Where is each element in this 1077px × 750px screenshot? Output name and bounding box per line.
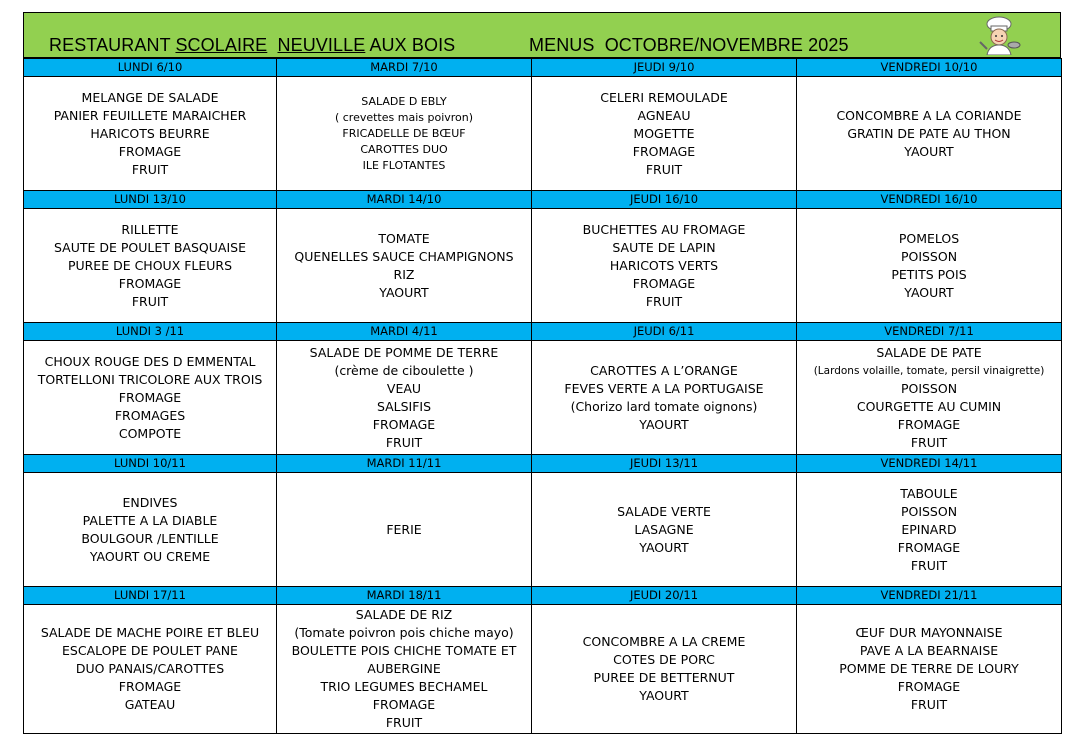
menu-item: (Chorizo lard tomate oignons) (570, 398, 758, 414)
menu-item: TABOULE (900, 485, 958, 501)
menu-item: GATEAU (124, 697, 176, 712)
day-label: LUNDI 17/11 (24, 587, 277, 605)
day-menu (797, 77, 1062, 191)
day-menu (24, 473, 277, 587)
title-text: AUX BOIS (365, 35, 456, 55)
menu-item: PUREE DE BETTERNUT (593, 670, 735, 685)
day-label: JEUDI 9/10 (532, 59, 797, 77)
menu-sheet (23, 12, 1061, 734)
menu-item: PALETTE A LA DIABLE (82, 512, 218, 528)
day-menu (797, 209, 1062, 323)
menu-item: TOMATE (378, 230, 430, 246)
day-menu (24, 209, 277, 323)
menu-item: FROMAGES (114, 407, 186, 423)
title-spacer (267, 35, 277, 55)
menu-item: YAOURT (639, 539, 689, 555)
menu-item: ILE FLOTANTES (362, 158, 446, 172)
day-label: JEUDI 13/11 (532, 455, 797, 473)
day-menu (277, 605, 532, 734)
title-text: RESTAURANT (49, 35, 176, 55)
day-menu (532, 77, 797, 191)
menu-item: LASAGNE (634, 521, 694, 537)
menu-item: SALADE DE PATE (876, 344, 982, 360)
day-label: MARDI 14/10 (277, 191, 532, 209)
restaurant-title (49, 35, 455, 56)
day-menu (277, 77, 532, 191)
day-menu (532, 209, 797, 323)
menu-item: DUO PANAIS/CAROTTES (75, 661, 225, 676)
menu-item: ENDIVES (122, 494, 178, 510)
menu-item: MOGETTE (633, 125, 695, 141)
menu-item: YAOURT (379, 284, 429, 300)
menu-item: HARICOTS VERTS (609, 257, 719, 273)
day-menu (532, 341, 797, 455)
menu-item: FROMAGE (372, 416, 436, 432)
menu-item: (crème de ciboulette ) (334, 362, 474, 378)
menu-item: POISSON (900, 248, 958, 264)
menu-item: YAOURT (904, 143, 954, 159)
day-label: VENDREDI 21/11 (797, 587, 1062, 605)
menu-item: BOULGOUR /LENTILLE (81, 530, 219, 546)
menu-item: TORTELLONI TRICOLORE AUX TROIS (37, 371, 263, 387)
menu-item: AUBERGINE (367, 661, 441, 676)
menu-item: SALADE DE POMME DE TERRE (309, 344, 499, 360)
day-label: VENDREDI 10/10 (797, 59, 1062, 77)
menu-item: RILLETTE (121, 221, 179, 237)
menu-item: FRUIT (910, 434, 948, 450)
menu-item: FRICADELLE DE BŒUF (342, 126, 466, 140)
day-header-row (24, 323, 1062, 341)
day-label: VENDREDI 16/10 (797, 191, 1062, 209)
chef-cook-icon (977, 15, 1021, 55)
day-menu (797, 473, 1062, 587)
menu-row (24, 77, 1062, 191)
menu-item: FRUIT (645, 293, 683, 309)
menu-table (23, 58, 1062, 734)
menu-item: SALADE VERTE (617, 503, 711, 519)
day-label: VENDREDI 7/11 (797, 323, 1062, 341)
day-label: JEUDI 16/10 (532, 191, 797, 209)
day-label: JEUDI 20/11 (532, 587, 797, 605)
day-menu (277, 341, 532, 455)
menu-item: ŒUF DUR MAYONNAISE (855, 625, 1003, 640)
menu-item: FRUIT (910, 557, 948, 573)
day-menu (532, 473, 797, 587)
menu-item: FRUIT (385, 715, 423, 730)
menu-row (24, 473, 1062, 587)
menu-period-title: MENUS OCTOBRE/NOVEMBRE 2025 (529, 35, 849, 55)
menu-item: (Tomate poivron pois chiche mayo) (294, 625, 514, 640)
day-menu (24, 341, 277, 455)
day-label: MARDI 7/10 (277, 59, 532, 77)
menu-item: POMELOS (898, 230, 960, 246)
menu-item: CAROTTES DUO (360, 142, 448, 156)
menu-item: FROMAGE (632, 143, 696, 159)
menu-item: POMME DE TERRE DE LOURY (839, 661, 1019, 676)
day-label: VENDREDI 14/11 (797, 455, 1062, 473)
menu-item: SAUTE DE LAPIN (612, 239, 716, 255)
day-header-row (24, 587, 1062, 605)
menu-item: CONCOMBRE A LA CORIANDE (836, 107, 1022, 123)
menu-item: ( crevettes mais poivron) (334, 110, 474, 124)
menu-item: PUREE DE CHOUX FLEURS (67, 257, 233, 273)
menu-item: FROMAGE (897, 416, 961, 432)
day-menu (24, 605, 277, 734)
menu-row (24, 341, 1062, 455)
day-menu (532, 605, 797, 734)
menu-row (24, 209, 1062, 323)
day-label: LUNDI 3 /11 (24, 323, 277, 341)
menu-item: FROMAGE (897, 679, 961, 694)
menu-item: ESCALOPE DE POULET PANE (62, 643, 238, 658)
menu-item: YAOURT (904, 284, 954, 300)
menu-item: PANIER FEUILLETE MARAICHER (53, 107, 247, 123)
day-menu (24, 77, 277, 191)
menu-item: YAOURT OU CREME (89, 548, 211, 564)
day-menu (277, 473, 532, 587)
menu-item: FEVES VERTE A LA PORTUGAISE (564, 380, 764, 396)
day-label: LUNDI 10/11 (24, 455, 277, 473)
menu-item: QUENELLES SAUCE CHAMPIGNONS (294, 248, 514, 264)
day-label: MARDI 4/11 (277, 323, 532, 341)
menu-item: CONCOMBRE A LA CREME (582, 634, 746, 649)
menu-item: COMPOTE (118, 425, 182, 441)
day-menu (797, 605, 1062, 734)
menu-item: VEAU (386, 380, 422, 396)
menu-item: FRUIT (131, 293, 169, 309)
menu-item: HARICOTS BEURRE (90, 125, 210, 141)
title-bar (23, 12, 1061, 58)
menu-item: SALADE D EBLY (361, 94, 447, 108)
day-header-row (24, 191, 1062, 209)
menu-item: SALSIFIS (376, 398, 432, 414)
menu-item: MELANGE DE SALADE (81, 89, 219, 105)
menu-row (24, 605, 1062, 734)
day-header-row (24, 59, 1062, 77)
menu-item: (Lardons volaille, tomate, persil vinaigrette) (813, 364, 1045, 377)
menu-item: CELERI REMOULADE (600, 89, 728, 105)
title-text-underlined: SCOLAIRE (175, 35, 268, 55)
menu-item: AGNEAU (637, 107, 691, 123)
menu-item: PETITS POIS (891, 266, 967, 282)
menu-item: COURGETTE AU CUMIN (856, 398, 1002, 414)
menu-item: POISSON (900, 503, 958, 519)
menu-item: COTES DE PORC (613, 652, 715, 667)
day-menu (277, 209, 532, 323)
menu-item: SAUTE DE POULET BASQUAISE (54, 239, 246, 255)
menu-item: YAOURT (639, 416, 689, 432)
menu-item: FRUIT (910, 697, 948, 712)
menu-item: FROMAGE (118, 275, 182, 291)
menu-item: PAVE A LA BEARNAISE (859, 643, 999, 658)
menu-item: FERIE (386, 521, 422, 537)
menu-item: BOULETTE POIS CHICHE TOMATE ET (291, 643, 517, 658)
menu-item: EPINARD (901, 521, 957, 537)
menu-item: BUCHETTES AU FROMAGE (582, 221, 746, 237)
day-label: MARDI 11/11 (277, 455, 532, 473)
menu-item: YAOURT (639, 688, 689, 703)
day-header-row (24, 455, 1062, 473)
menu-item: GRATIN DE PATE AU THON (847, 125, 1011, 141)
menu-item: SALADE DE RIZ (355, 607, 453, 622)
menu-item: FRUIT (645, 161, 683, 177)
menu-item: TRIO LEGUMES BECHAMEL (320, 679, 488, 694)
day-label: LUNDI 6/10 (24, 59, 277, 77)
menu-item: FROMAGE (118, 143, 182, 159)
menu-item: FROMAGE (897, 539, 961, 555)
day-label: MARDI 18/11 (277, 587, 532, 605)
menu-item: FRUIT (385, 434, 423, 450)
day-label: JEUDI 6/11 (532, 323, 797, 341)
title-text-underlined: NEUVILLE (277, 35, 366, 55)
menu-item: FRUIT (131, 161, 169, 177)
day-menu (797, 341, 1062, 455)
menu-item: FROMAGE (118, 679, 182, 694)
menu-item: FROMAGE (372, 697, 436, 712)
menu-item: FROMAGE (118, 389, 182, 405)
menu-item: CAROTTES A L’ORANGE (590, 362, 738, 378)
menu-item: RIZ (393, 266, 415, 282)
menu-item: CHOUX ROUGE DES D EMMENTAL (44, 353, 256, 369)
day-label: LUNDI 13/10 (24, 191, 277, 209)
menu-item: SALADE DE MACHE POIRE ET BLEU (40, 625, 260, 640)
menu-item: POISSON (900, 380, 958, 396)
menu-item: FROMAGE (632, 275, 696, 291)
